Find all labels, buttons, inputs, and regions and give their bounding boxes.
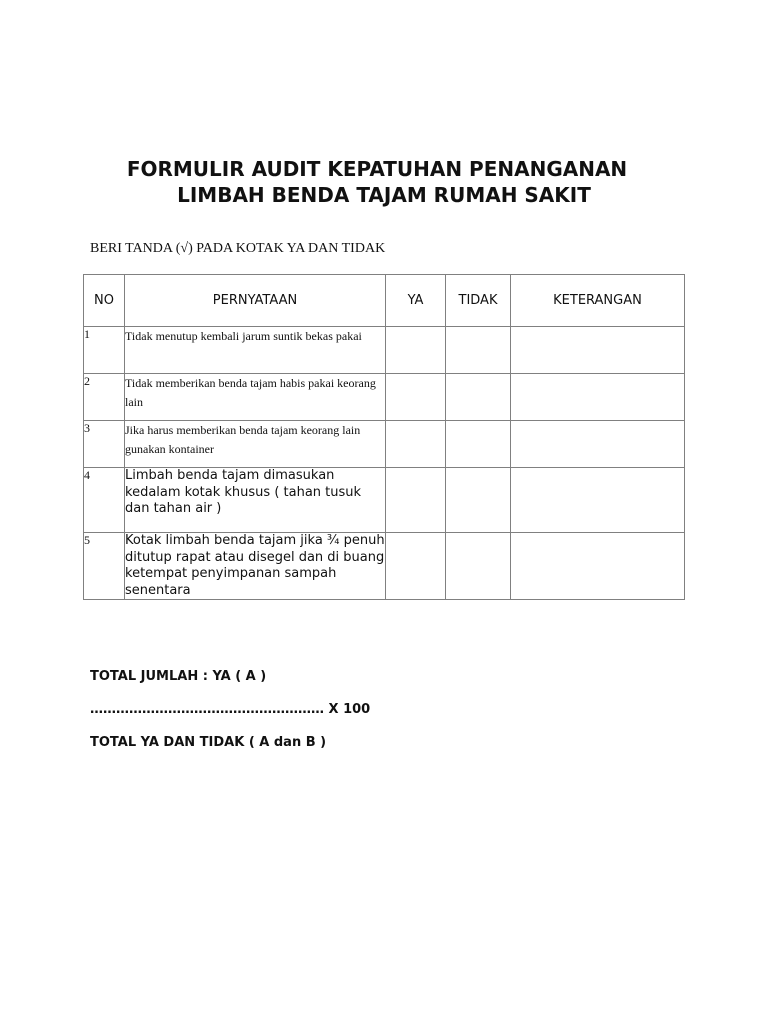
keterangan-cell[interactable] [511,421,685,468]
table-row [84,421,685,468]
total-ya-tidak-label: TOTAL YA DAN TIDAK ( A dan B ) [90,735,327,750]
row-statement: Jika harus memberikan benda tajam keorang lain gunakan kontainer [125,421,386,468]
ya-checkbox-cell[interactable] [386,421,446,468]
tidak-checkbox-cell[interactable] [446,468,511,533]
tidak-checkbox-cell[interactable] [446,374,511,421]
keterangan-cell[interactable] [511,327,685,374]
row-statement: Tidak menutup kembali jarum suntik bekas pakai [125,327,386,374]
total-ya-label: TOTAL JUMLAH : YA ( A ) [90,669,267,684]
table-header-row [84,275,685,327]
tidak-checkbox-cell[interactable] [446,327,511,374]
header-tidak: TIDAK [446,275,511,327]
keterangan-cell[interactable] [511,374,685,421]
ya-checkbox-cell[interactable] [386,327,446,374]
table-row [84,327,685,374]
table-row [84,533,685,600]
form-title [0,156,768,208]
tidak-checkbox-cell[interactable] [446,421,511,468]
instruction-text: BERI TANDA (√) PADA KOTAK YA DAN TIDAK [90,241,386,256]
row-number: 5 [84,533,125,600]
ya-checkbox-cell[interactable] [386,374,446,421]
row-number: 2 [84,374,125,421]
row-number: 1 [84,327,125,374]
row-statement: Tidak memberikan benda tajam habis pakai keorang lain [125,374,386,421]
row-statement: Kotak limbah benda tajam jika ¾ penuh ditutup rapat atau disegel dan di buang ketempat penyimpanan sampah senentara [125,533,385,598]
ya-checkbox-cell[interactable] [386,533,446,600]
keterangan-cell[interactable] [511,468,685,533]
row-number: 3 [84,421,125,468]
formula-line: ……………………………………………… X 100 [90,702,371,717]
form-title-line1: FORMULIR AUDIT KEPATUHAN PENANGANAN [126,157,628,181]
header-ya: YA [386,275,446,327]
header-keterangan: KETERANGAN [511,275,685,327]
header-statement: PERNYATAAN [125,275,386,327]
row-statement: Limbah benda tajam dimasukan kedalam kotak khusus ( tahan tusuk dan tahan air ) [125,468,386,533]
tidak-checkbox-cell[interactable] [446,533,511,600]
table-row [84,468,685,533]
table-row [84,374,685,421]
form-title-line2: LIMBAH BENDA TAJAM RUMAH SAKIT [177,183,591,207]
row-number: 4 [84,468,125,533]
audit-table [83,274,685,600]
header-no: NO [84,275,125,327]
ya-checkbox-cell[interactable] [386,468,446,533]
keterangan-cell[interactable] [511,533,685,600]
